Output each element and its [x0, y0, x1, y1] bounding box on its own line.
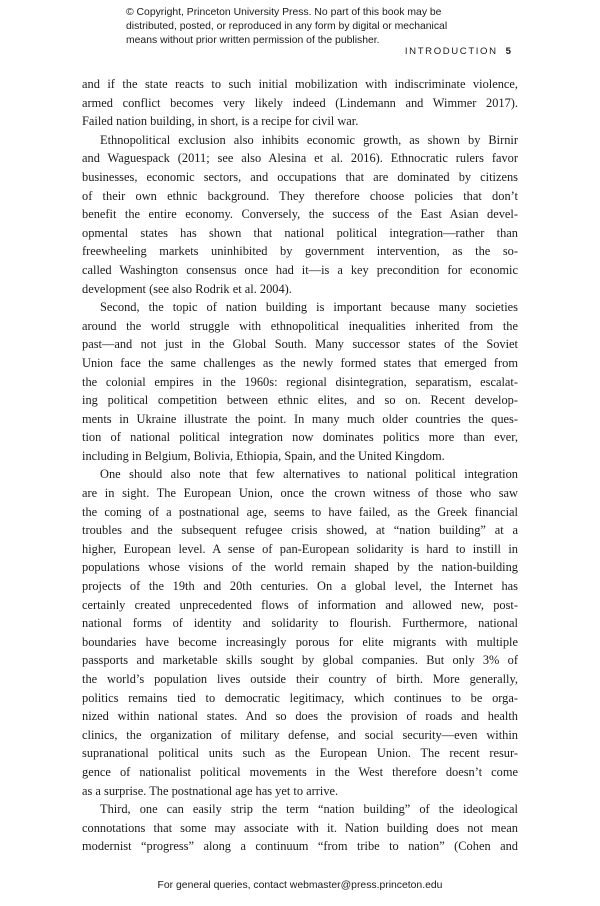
- text-line: Third, one can easily strip the term “nation building” of the ideological: [100, 802, 518, 817]
- body-text: [82, 75, 518, 856]
- text-line: troubles and the subsequent refugee crisis showed, at “nation building” at a: [82, 523, 518, 538]
- text-line: Second, the topic of nation building is important because many societies: [100, 300, 518, 315]
- text-line: are in sight. The European Union, once the crown witness of those who saw: [82, 486, 518, 501]
- text-line: politics remains tied to democratic legitimacy, which continues to be orga-: [82, 690, 518, 705]
- text-line: higher, European level. A sense of pan-European solidarity is hard to instill in: [82, 541, 518, 556]
- text-line: businesses, economic sectors, and occupations that are dominated by citizens: [82, 169, 518, 184]
- copyright-notice: [126, 6, 476, 48]
- text-line: past—and not just in the Global South. Many successor states of the Soviet: [82, 337, 518, 352]
- running-head: [405, 46, 511, 57]
- text-line: Union face the same challenges as the newly formed states that emerged from: [82, 355, 518, 370]
- text-line: Ethnopolitical exclusion also inhibits economic growth, as shown by Birnir: [100, 132, 518, 147]
- text-line: supranational political units such as the European Union. The recent resur-: [82, 746, 518, 761]
- text-line: gence of nationalist political movements in the West therefore doesn’t come: [82, 764, 518, 779]
- text-line: national forms of identity and solidarity to flourish. Furthermore, national: [82, 616, 518, 631]
- text-line: around the world struggle with ethnopolitical inequalities inherited from the: [82, 318, 518, 333]
- text-line: Failed nation building, in short, is a recipe for civil war.: [82, 114, 359, 129]
- text-line: One should also note that few alternatives to national political integration: [100, 467, 518, 482]
- text-line: as a surprise. The postnational age has yet to arrive.: [82, 783, 339, 798]
- text-line: boundaries have become increasingly porous for elite migrants with multiple: [82, 634, 518, 649]
- text-line: passports and marketable skills sought by global companies. But only 3% of: [82, 653, 518, 668]
- text-line: freewheeling markets uninhibited by government intervention, as the so-: [82, 244, 518, 259]
- text-line: the coming of a postnational age, seems to have failed, as the Greek financial: [82, 504, 518, 519]
- text-line: nized within national states. And so does the provision of roads and health: [82, 709, 518, 724]
- text-line: modernist “progress” along a continuum “from tribe to nation” (Cohen and: [82, 839, 518, 854]
- text-line: called Washington consensus once had it—is a key precondition for economic: [82, 262, 518, 277]
- text-line: projects of the 19th and 20th centuries. On a global level, the Internet has: [82, 579, 518, 594]
- text-line: opmental states has shown that national political integration—rather than: [82, 225, 518, 240]
- text-line: populations whose visions of the world remain shaped by the nation-building: [82, 560, 518, 575]
- text-line: ments in Ukraine illustrate the point. In many much older countries the ques-: [82, 411, 518, 426]
- text-line: tion of national political integration now dominates politics more than ever,: [82, 430, 518, 445]
- footer-contact: For general queries, contact webmaster@press.princeton.edu: [157, 880, 443, 891]
- copyright-line: means without prior written permission of the publisher.: [126, 35, 380, 46]
- page-number: 5: [505, 46, 511, 57]
- text-line: the colonial empires in the 1960s: regional disintegration, separatism, escalat-: [82, 374, 518, 389]
- text-line: and Waguespack (2011; see also Alesina et al. 2016). Ethnocratic rulers favor: [82, 151, 518, 166]
- copyright-line: © Copyright, Princeton University Press. No part of this book may be: [126, 7, 442, 18]
- text-line: certainly created unprecedented flows of information and allowed new, post-: [82, 597, 518, 612]
- text-line: clinics, the organization of military defense, and social security—even within: [82, 727, 518, 742]
- text-line: including in Belgium, Bolivia, Ethiopia, Spain, and the United Kingdom.: [82, 448, 445, 463]
- text-line: ing political competition between ethnic elites, and so on. Recent develop-: [82, 393, 518, 408]
- chapter-title: INTRODUCTION: [404, 46, 498, 57]
- text-line: and if the state reacts to such initial mobilization with indiscriminate violence,: [82, 77, 518, 91]
- text-line: benefit the entire economy. Conversely, the success of the East Asian devel-: [82, 207, 518, 222]
- text-line: of their own ethnic background. They therefore choose policies that don’t: [82, 188, 518, 203]
- copyright-line: distributed, posted, or reproduced in any form by digital or mechanical: [126, 21, 448, 32]
- text-line: connotations that some may associate with it. Nation building does not mean: [82, 820, 518, 835]
- text-line: armed conflict becomes very likely indeed (Lindemann and Wimmer 2017).: [82, 95, 518, 110]
- text-line: development (see also Rodrik et al. 2004).: [82, 281, 292, 296]
- text-line: the world’s population lives outside their country of birth. More generally,: [82, 672, 518, 686]
